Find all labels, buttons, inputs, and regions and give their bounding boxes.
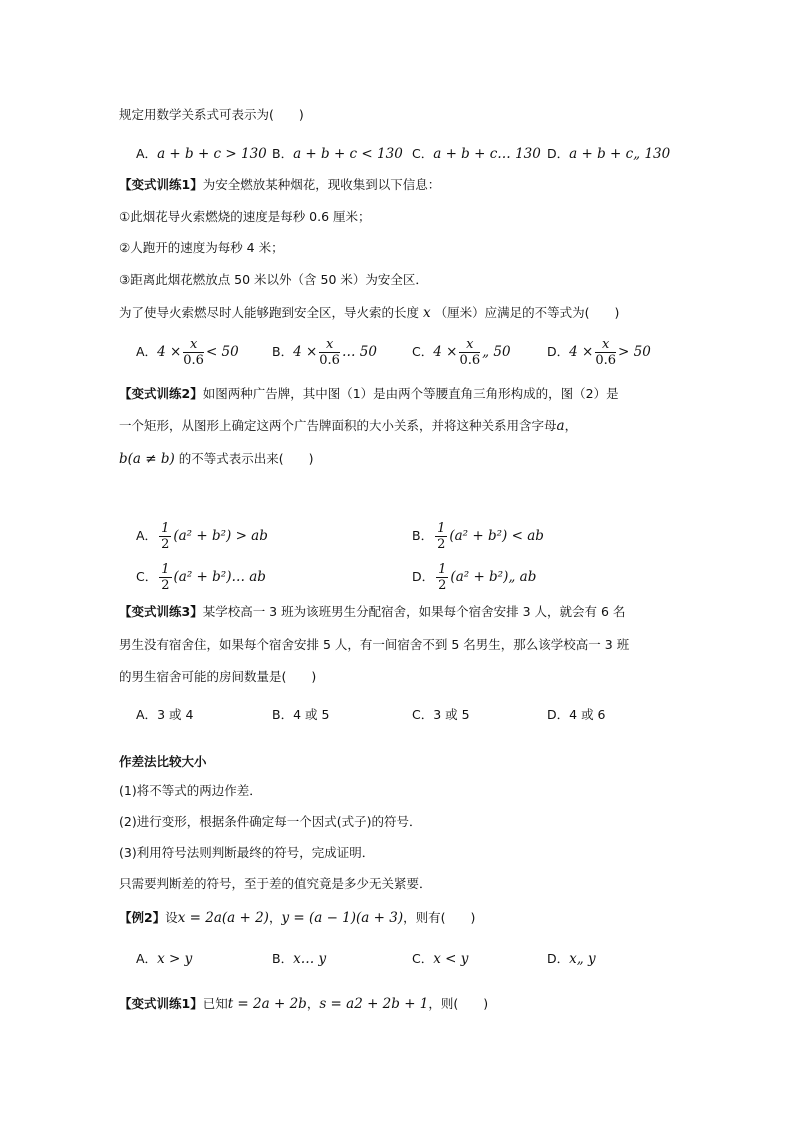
ex2-option-b: B．x… y <box>272 951 327 967</box>
v3-line-2: 男生没有宿舍住，如果每个宿舍安排 5 人，有一间宿舍不到 5 名男生，那么该学校高一 3 班 <box>119 637 630 652</box>
q1-stem: 规定用数学关系式可表示为( ) <box>119 107 304 122</box>
q1-option-d: D．a + b + c„ 130 <box>547 146 671 162</box>
method-step-3: (3)利用符号法则判断最终的符号，完成证明． <box>119 845 375 860</box>
v1-question: 为了使导火索燃尽时人能够跑到安全区，导火索的长度 x （厘米）应满足的不等式为( ) <box>119 305 620 321</box>
ex2-stem: 【例2】设x = 2a(a + 2)，y = (a − 1)(a + 3)，则有( ) <box>119 910 476 926</box>
v2-option-b: B． $\frac{1}{2}$ (a² + b²) < ab <box>412 521 544 552</box>
method-step-1: (1)将不等式的两边作差． <box>119 783 262 798</box>
v2-line-2: 一个矩形，从图形上确定这两个广告牌面积的大小关系，并将这种关系用含字母a， <box>119 418 578 434</box>
v1-info-3: ③距离此烟花燃放点 50 米以外（含 50 米）为安全区． <box>119 272 428 287</box>
v1-option-a: A．4 × $\frac{x}{0.6}$ < 50 <box>136 337 239 368</box>
v2-option-a: A． $\frac{1}{2}$ (a² + b²) > ab <box>136 521 268 552</box>
v4-stem: 【变式训练1】已知t = 2a + 2b，s = a2 + 2b + 1，则( ) <box>119 996 489 1012</box>
v1-option-d: D．4 × $\frac{x}{0.6}$ > 50 <box>547 337 651 368</box>
v1-option-b: B．4 × $\frac{x}{0.6}$ … 50 <box>272 337 377 368</box>
v3-line-3: 的男生宿舍可能的房间数量是( ) <box>119 669 317 684</box>
v3-option-b: B．4 或 5 <box>272 707 330 722</box>
v2-line-3: b(a ≠ b) 的不等式表示出来( ) <box>119 451 314 467</box>
ex2-option-a: A．x > y <box>136 951 193 967</box>
method-title: 作差法比较大小 <box>119 754 207 769</box>
v3-option-a: A．3 或 4 <box>136 707 194 722</box>
v1-info-2: ②人跑开的速度为每秒 4 米； <box>119 240 284 255</box>
q1-option-c: C．a + b + c… 130 <box>412 146 541 162</box>
q1-option-a: A．a + b + c > 130 <box>136 146 267 162</box>
method-step-2: (2)进行变形，根据条件确定每一个因式(式子)的符号． <box>119 814 422 829</box>
q1-option-b: B．a + b + c < 130 <box>272 146 403 162</box>
v2-option-c: C． $\frac{1}{2}$ (a² + b²)… ab <box>136 562 266 593</box>
v1-option-c: C．4 × $\frac{x}{0.6}$ „ 50 <box>412 337 511 368</box>
v2-line-1: 【变式训练2】如图两种广告牌，其中图（1）是由两个等腰直角三角形构成的，图（2）是 <box>119 386 619 401</box>
ex2-option-c: C．x < y <box>412 951 469 967</box>
v3-option-c: C．3 或 5 <box>412 707 470 722</box>
v3-option-d: D．4 或 6 <box>547 707 606 722</box>
v2-option-d: D． $\frac{1}{2}$ (a² + b²)„ ab <box>412 562 537 593</box>
v3-line-1: 【变式训练3】某学校高一 3 班为该班男生分配宿舍，如果每个宿舍安排 3 人，就会有 6 名 <box>119 604 626 619</box>
method-note: 只需要判断差的符号，至于差的值究竟是多少无关紧要． <box>119 876 432 891</box>
v1-intro: 【变式训练1】为安全燃放某种烟花，现收集到以下信息： <box>119 177 441 192</box>
ex2-option-d: D．x„ y <box>547 951 596 967</box>
v1-info-1: ①此烟花导火索燃烧的速度是每秒 0.6 厘米； <box>119 209 371 224</box>
